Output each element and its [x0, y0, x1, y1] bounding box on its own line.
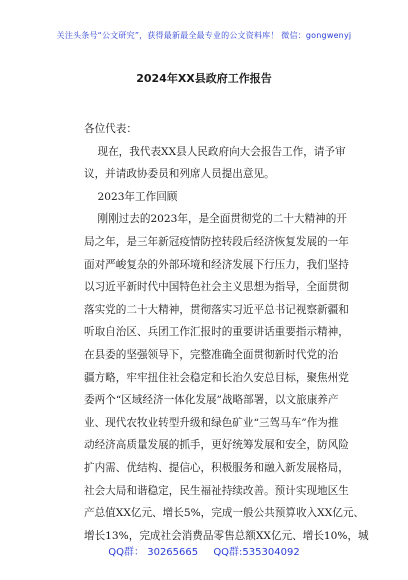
body-line: 局之年，是三年新冠疫情防控转段后经济恢复发展的一年 — [84, 235, 349, 248]
body-line: 议，并请政协委员和列席人员提出意见。 — [84, 168, 275, 181]
qq-group-2: QQ群:535304092 — [213, 547, 300, 558]
body-line: 疆方略，牢牢扭住社会稳定和长治久安总目标，聚焦州党 — [84, 371, 349, 384]
body-line: 落实党的二十大精神，贯彻落实习近平总书记视察新疆和 — [84, 303, 349, 316]
qq-group-1: QQ群： 30265665 — [108, 547, 199, 558]
body-line: 2023年工作回顾 — [84, 190, 178, 203]
body-line: 听取自治区、兵团工作汇报时的重要讲话重要指示精神， — [84, 326, 349, 339]
body-line: 社会大局和谐稳定，民生福祉持续改善。预计实现地区生 — [84, 484, 349, 497]
body-line: 委两个“区域经济一体化发展”战略部署，以文旅康养产 — [84, 394, 339, 407]
body-line: 各位代表： — [84, 123, 137, 135]
body-line: 面对严峻复杂的外部环境和经济发展下行压力，我们坚持 — [84, 258, 349, 271]
body-line: 产总值XX亿元、增长5%，完成一般公共预算收入XX亿元、 — [84, 507, 365, 520]
body-line: 扩内需、优结构、提信心，积极服务和融入新发展格局， — [84, 461, 349, 474]
body-line: 刚刚过去的2023年，是全面贯彻党的二十大精神的开 — [84, 213, 347, 226]
body-line: 动经济高质量发展的抓手，更好统筹发展和安全，防风险 — [84, 439, 349, 452]
body-line: 现在，我代表XX县人民政府向大会报告工作，请予审 — [84, 145, 346, 158]
body-line: 业、现代农牧业转型升级和绿色矿业“三驾马车”作为推 — [84, 416, 339, 429]
document-body — [84, 118, 369, 547]
body-line: 在县委的坚强领导下，完整准确全面贯彻新时代党的治 — [84, 348, 339, 361]
body-line: 增长13%，完成社会消费品零售总额XX亿元、增长10%，城 — [84, 529, 369, 542]
header-note: 关注头条号“公文研究”，获得最新最全最专业的公文资料库！ 微信：gongwenyj — [56, 31, 352, 40]
document-title: 2024年XX县政府工作报告 — [136, 72, 272, 85]
body-line: 以习近平新时代中国特色社会主义思想为指导，全面贯彻 — [84, 281, 349, 294]
footer-qq-groups — [0, 543, 408, 558]
